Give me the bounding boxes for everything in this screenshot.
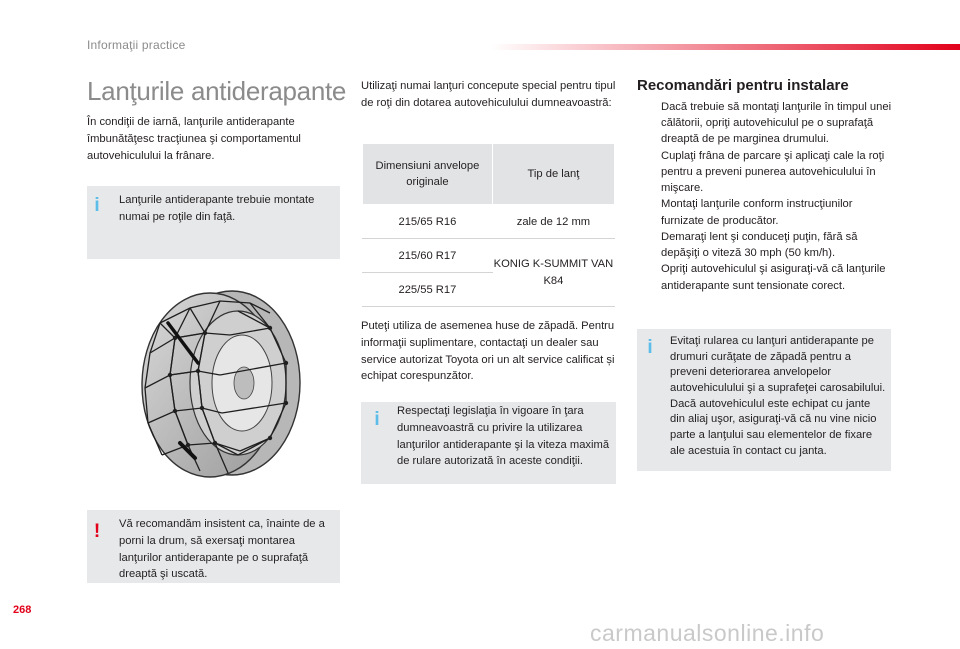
info-icon: i xyxy=(647,337,653,358)
watermark: carmanualsonline.info xyxy=(590,620,825,646)
info-note-text: Lanţurile antiderapante trebuie montate numai pe roţile din faţă. xyxy=(119,194,315,223)
warning-note-practice xyxy=(87,510,340,583)
table-header-row xyxy=(363,144,615,205)
warning-note-text: Vă recomandăm insistent ca, înainte de a porni la drum, să exersaţi montarea lanţurilor antiderapante pe o suprafaţă dreaptă şi uscată. xyxy=(119,518,325,581)
chain-size-table xyxy=(362,143,615,307)
chain-usage-intro: Utilizaţi numai lanţuri concepute special pentru tipul de roţi din dotarea autovehiculului dumneavoastră: xyxy=(361,80,616,109)
section-label: Informaţii practice xyxy=(87,38,186,52)
info-icon: i xyxy=(374,409,380,430)
table-header-chain-type: Tip de lanţ xyxy=(492,144,614,205)
list-item: Demaraţi lent şi conduceţi puţin, fără să depăşiţi o viteză 30 mph (50 km/h). xyxy=(661,230,858,260)
table-header-tire-size: Dimensiuni anvelope originale xyxy=(363,144,493,205)
info-note-front-wheels xyxy=(87,186,340,259)
wheel-chain-icon xyxy=(120,283,320,488)
page-title: Lanţurile antiderapante xyxy=(87,76,347,106)
list-item: Opriţi autovehiculul şi asiguraţi-vă că lanţurile antiderapante sunt tensionate corect. xyxy=(661,263,886,292)
snow-sock-paragraph: Puteţi utiliza de asemenea huse de zăpadă. Pentru informaţii suplimentare, contactaţi un dealer sau service autorizat Toyota ori un alt service calificat și echipat corespunzător. xyxy=(361,320,615,383)
warning-icon: ! xyxy=(93,521,101,542)
table-cell-chain: zale de 12 mm xyxy=(492,205,614,239)
header-accent-bar xyxy=(490,44,960,50)
list-item: Dacă trebuie să montaţi lanţurile în timpul unei călătorii, opriţi autovehiculul pe o suprafaţă dreaptă de pe marginea drumului. xyxy=(661,101,892,146)
table-cell-tire: 215/65 R16 xyxy=(363,205,493,239)
table-row xyxy=(363,239,615,273)
info-note-legislation xyxy=(361,402,616,484)
installation-heading: Recomandări pentru instalare xyxy=(637,77,849,94)
page-number: 268 xyxy=(13,604,32,616)
table-cell-chain: KONIG K-SUMMIT VAN K84 xyxy=(492,239,614,307)
info-icon: i xyxy=(94,195,100,216)
info-note-text: Evitaţi rularea cu lanţuri antiderapante pe drumuri curăţate de zăpadă pentru a preveni deteriorarea anvelopelor autovehiculului şi a suprafeţei carosabilului. Dacă autovehiculul este echipat cu jante din aliaj uşor, asiguraţi-vă că nu vine nicio parte a lanţului sau elementelor de fixare ale acestuia în contact cu janta. xyxy=(670,335,886,457)
list-item: Cuplaţi frâna de parcare şi aplicaţi cale la roţi pentru a preveni punerea autovehiculului în mişcare. xyxy=(661,149,885,195)
intro-paragraph: În condiţii de iarnă, lanţurile antiderapante îmbunătăţesc tracţiunea şi comportamentul autovehiculului la frânare. xyxy=(87,116,301,162)
table-row xyxy=(363,205,615,239)
installation-steps-list xyxy=(637,99,892,294)
table-cell-tire: 215/60 R17 xyxy=(363,239,493,273)
snow-chain-illustration xyxy=(120,283,320,488)
list-item: Montaţi lanţurile conform instrucţiunilor furnizate de producător. xyxy=(661,198,853,227)
info-note-cleared-roads xyxy=(637,329,891,471)
info-note-text: Respectaţi legislaţia în vigoare în ţara dumneavoastră cu privire la utilizarea lanţurilor antiderapante şi la viteza maximă de rulare autorizată în aceste condiţii. xyxy=(397,405,610,468)
table-cell-tire: 225/55 R17 xyxy=(363,273,493,307)
